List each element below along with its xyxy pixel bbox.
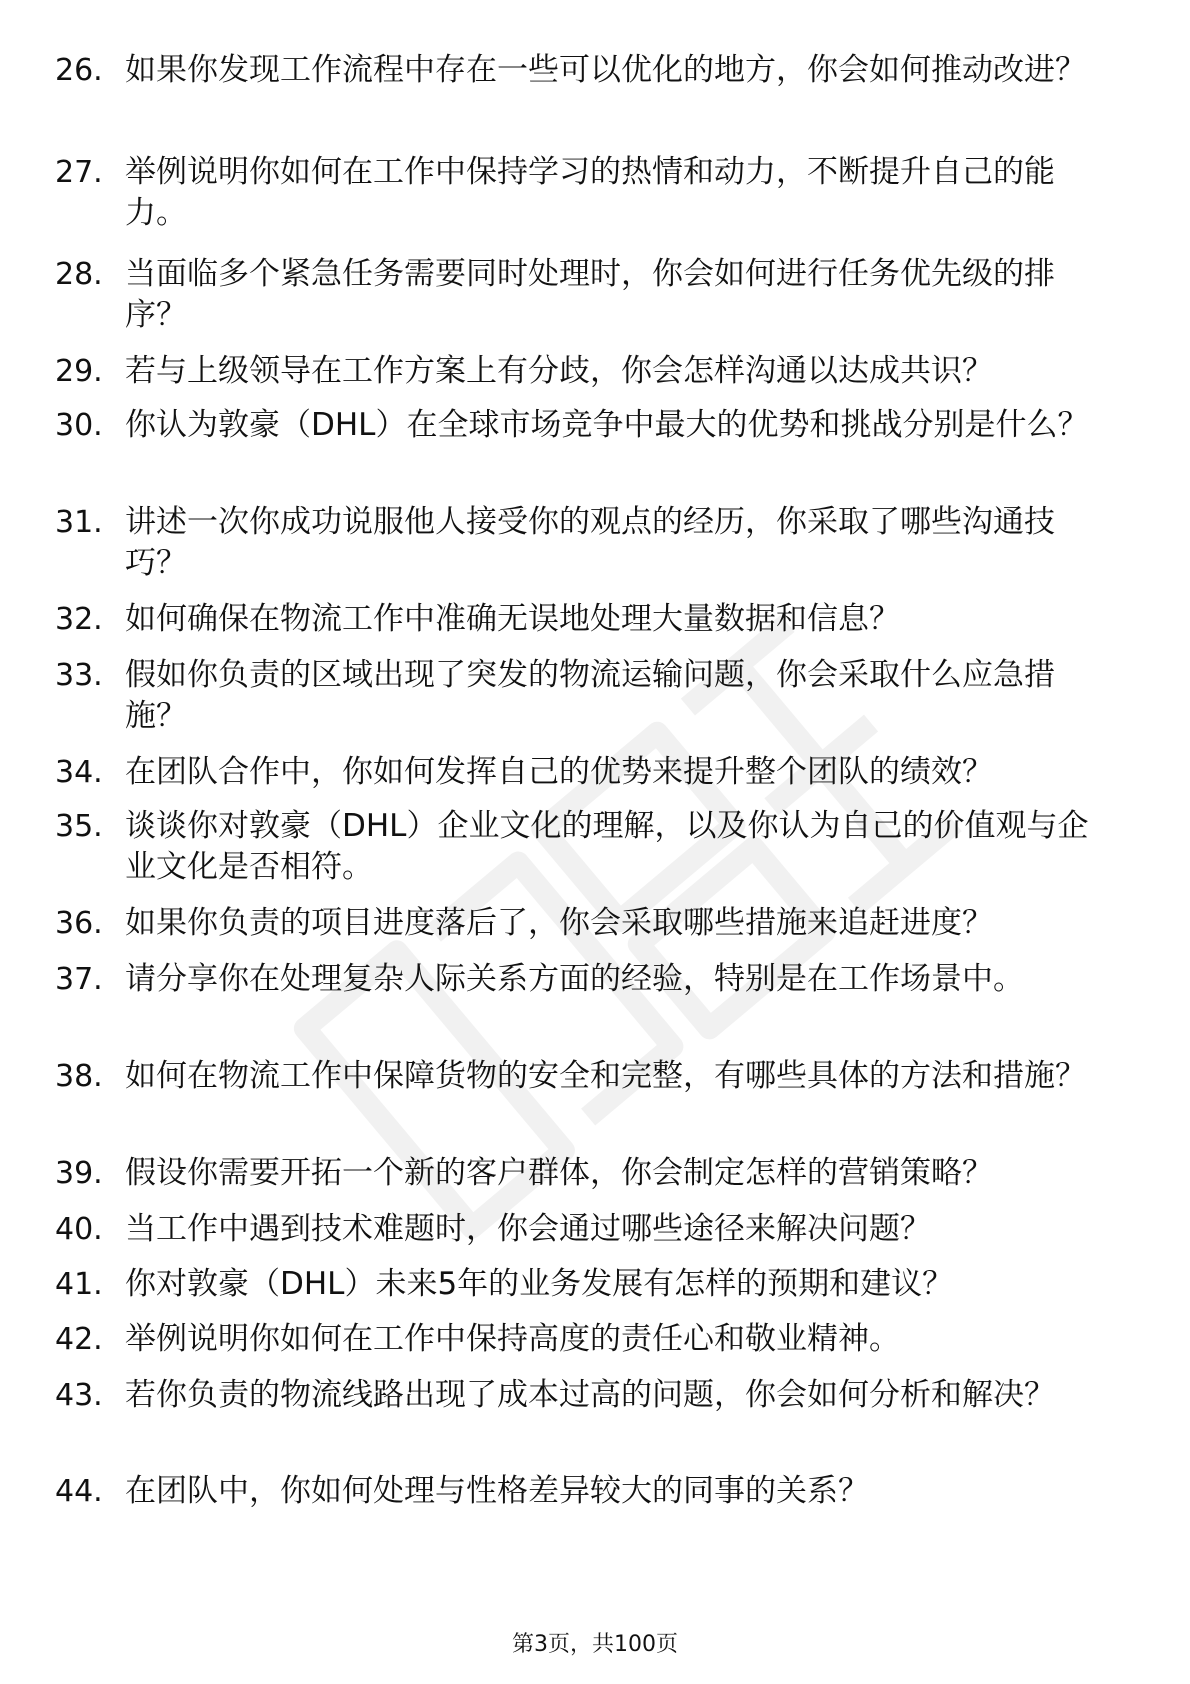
question-text: 举例说明你如何在工作中保持高度的责任心和敬业精神。 bbox=[125, 1321, 900, 1357]
question-text: 如果你负责的项目进度落后了，你会采取哪些措施来追赶进度？ bbox=[125, 905, 993, 941]
question-text: 你对敦豪（DHL）未来5年的业务发展有怎样的预期和建议？ bbox=[125, 1266, 954, 1302]
question-text: 若你负责的物流线路出现了成本过高的问题，你会如何分析和解决？ bbox=[125, 1377, 1055, 1413]
question-number: 44. bbox=[55, 1474, 103, 1509]
question-text: 举例说明你如何在工作中保持学习的热情和动力，不断提升自己的能力。 bbox=[125, 154, 1055, 231]
question-number: 27. bbox=[55, 155, 103, 190]
question-number: 31. bbox=[55, 505, 103, 540]
question-text: 若与上级领导在工作方案上有分歧，你会怎样沟通以达成共识？ bbox=[125, 353, 993, 389]
question-text: 讲述一次你成功说服他人接受你的观点的经历，你采取了哪些沟通技巧？ bbox=[125, 504, 1055, 581]
question-number: 32. bbox=[55, 602, 103, 637]
question-text: 谈谈你对敦豪（DHL）企业文化的理解，以及你认为自己的价值观与企业文化是否相符。 bbox=[125, 808, 1089, 885]
question-number: 41. bbox=[55, 1267, 103, 1302]
question-number: 28. bbox=[55, 257, 103, 292]
question-number: 29. bbox=[55, 354, 103, 389]
question-text: 如果你发现工作流程中存在一些可以优化的地方，你会如何推动改进？ bbox=[125, 52, 1086, 88]
question-text: 如何确保在物流工作中准确无误地处理大量数据和信息？ bbox=[125, 601, 900, 637]
question-text: 假如你负责的区域出现了突发的物流运输问题，你会采取什么应急措施？ bbox=[125, 657, 1055, 734]
question-text: 你认为敦豪（DHL）在全球市场竞争中最大的优势和挑战分别是什么？ bbox=[125, 407, 1089, 443]
question-text: 假设你需要开拓一个新的客户群体，你会制定怎样的营销策略？ bbox=[125, 1155, 993, 1191]
question-number: 42. bbox=[55, 1322, 103, 1357]
question-number: 36. bbox=[55, 906, 103, 941]
question-number: 40. bbox=[55, 1212, 103, 1247]
question-text: 当面临多个紧急任务需要同时处理时，你会如何进行任务优先级的排序？ bbox=[125, 256, 1055, 333]
question-text: 当工作中遇到技术难题时，你会通过哪些途径来解决问题？ bbox=[125, 1211, 931, 1247]
question-number: 43. bbox=[55, 1378, 103, 1413]
question-number: 34. bbox=[55, 755, 103, 790]
page-footer: 第3页，共100页 bbox=[512, 1632, 678, 1657]
question-text: 在团队中，你如何处理与性格差异较大的同事的关系？ bbox=[125, 1473, 869, 1509]
question-number: 30. bbox=[55, 408, 103, 443]
question-number: 39. bbox=[55, 1156, 103, 1191]
question-number: 26. bbox=[55, 53, 103, 88]
question-number: 33. bbox=[55, 658, 103, 693]
question-text: 请分享你在处理复杂人际关系方面的经验，特别是在工作场景中。 bbox=[125, 961, 1024, 997]
question-number: 35. bbox=[55, 809, 103, 844]
question-number: 37. bbox=[55, 962, 103, 997]
question-number: 38. bbox=[55, 1059, 103, 1094]
question-text: 如何在物流工作中保障货物的安全和完整，有哪些具体的方法和措施？ bbox=[125, 1058, 1086, 1094]
question-text: 在团队合作中，你如何发挥自己的优势来提升整个团队的绩效？ bbox=[125, 754, 993, 790]
